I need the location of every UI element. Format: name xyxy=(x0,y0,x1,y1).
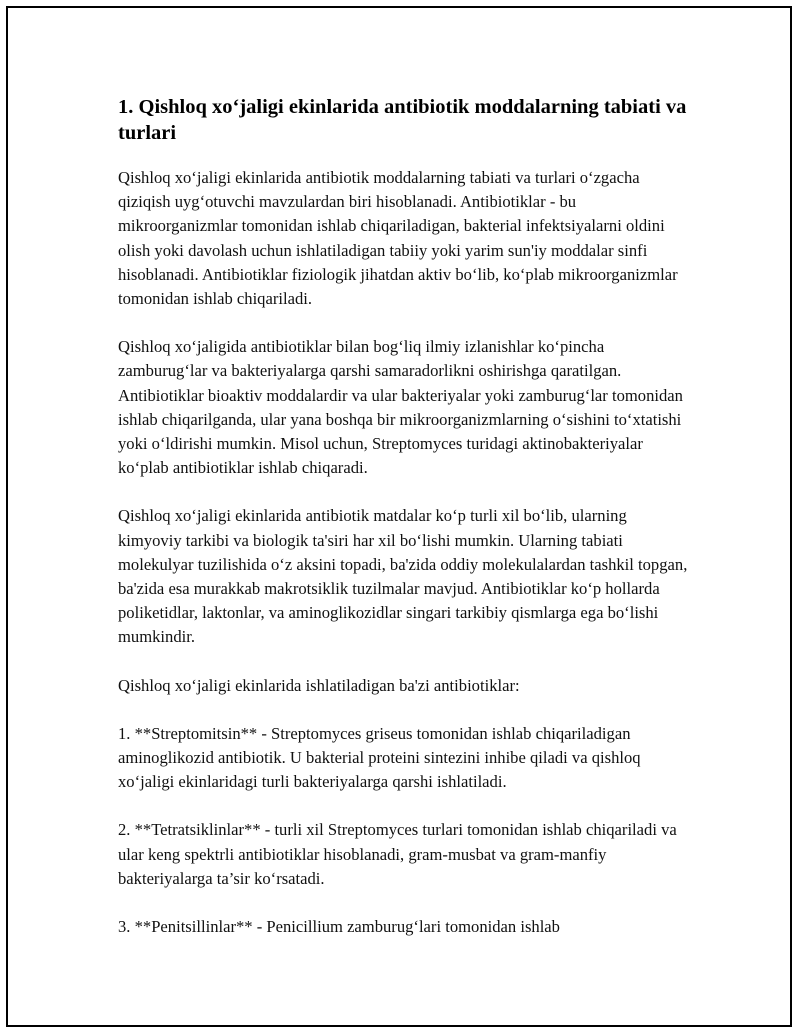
list-item-streptomycin: 1. **Streptomitsin** - Streptomyces griseus tomonidan ishlab chiqariladigan aminoglikozid antibiotik. U bakterial proteini sintezini inhibe qiladi va qishloq xo‘jaligi ekinlaridagi turli bakteriyalarga qarshi ishlatiladi. xyxy=(118,723,641,792)
paragraph-research: Qishloq xo‘jaligida antibiotiklar bilan bog‘liq ilmiy izlanishlar ko‘pincha zamburug‘lar va bakteriyalarga qarshi samaradorlikni oshirishga qaratilgan. Antibiotiklar bioaktiv moddalardir va ular bakteriyalar yoki zamburug‘lar tomonidan ishlab chiqarilganda, ular yana boshqa bir mikroorganizmlarning o‘sishini to‘xtatishi yoki o‘ldirishi mumkin. Misol uchun, Streptomyces turidagi aktinobakteriyalar ko‘plab antibiotiklar ishlab chiqaradi. xyxy=(118,337,683,478)
list-item-tetracyclines: 2. **Tetratsiklinlar** - turli xil Streptomyces turlari tomonidan ishlab chiqariladi va ular keng spektrli antibiotiklar hisoblanadi, gram-musbat va gram-manfiy bakteriyalarga ta’sir ko‘rsatadi. xyxy=(118,820,677,888)
paragraph-intro: Qishloq xo‘jaligi ekinlarida antibiotik moddalarning tabiati va turlari o‘zgacha qiziqish uyg‘otuvchi mavzulardan biri hisoblanadi. Antibiotiklar - bu mikroorganizmlar tomonidan ishlab chiqariladigan, bakterial infektsiyalarni oldini olish yoki davolash uchun ishlatiladigan tabiiy yoki yarim sun'iy moddalar sinfi hisoblanadi. Antibiotiklar fiziologik jihatdan aktiv bo‘lib, ko‘plab mikroorganizmlar tomonidan ishlab chiqariladi. xyxy=(118,168,678,309)
document-title: 1. Qishloq xo‘jaligi ekinlarida antibiotik moddalarning tabiati va turlari xyxy=(118,96,687,144)
list-item-penicillins: 3. **Penitsillinlar** - Penicillium zamburug‘lari tomonidan ishlab xyxy=(118,917,560,937)
paragraph-chemistry: Qishloq xo‘jaligi ekinlarida antibiotik matdalar ko‘p turli xil bo‘lib, ularning kimyoviy tarkibi va biologik ta'siri har xil bo‘lishi mumkin. Ularning tabiati molekulyar tuzilishida o‘z aksini topadi, ba'zida oddiy molekulalardan tashkil topgan, ba'zida esa murakkab makrotsiklik tuzilmalar mavjud. Antibiotiklar ko‘p hollarda poliketidlar, laktonlar, va aminoglikozidlar singari tarkibiy qismlarga ega bo‘lishi mumkindir. xyxy=(118,506,688,647)
paragraph-list-intro: Qishloq xo‘jaligi ekinlarida ishlatiladigan ba'zi antibiotiklar: xyxy=(118,675,520,695)
document-body xyxy=(118,94,693,963)
